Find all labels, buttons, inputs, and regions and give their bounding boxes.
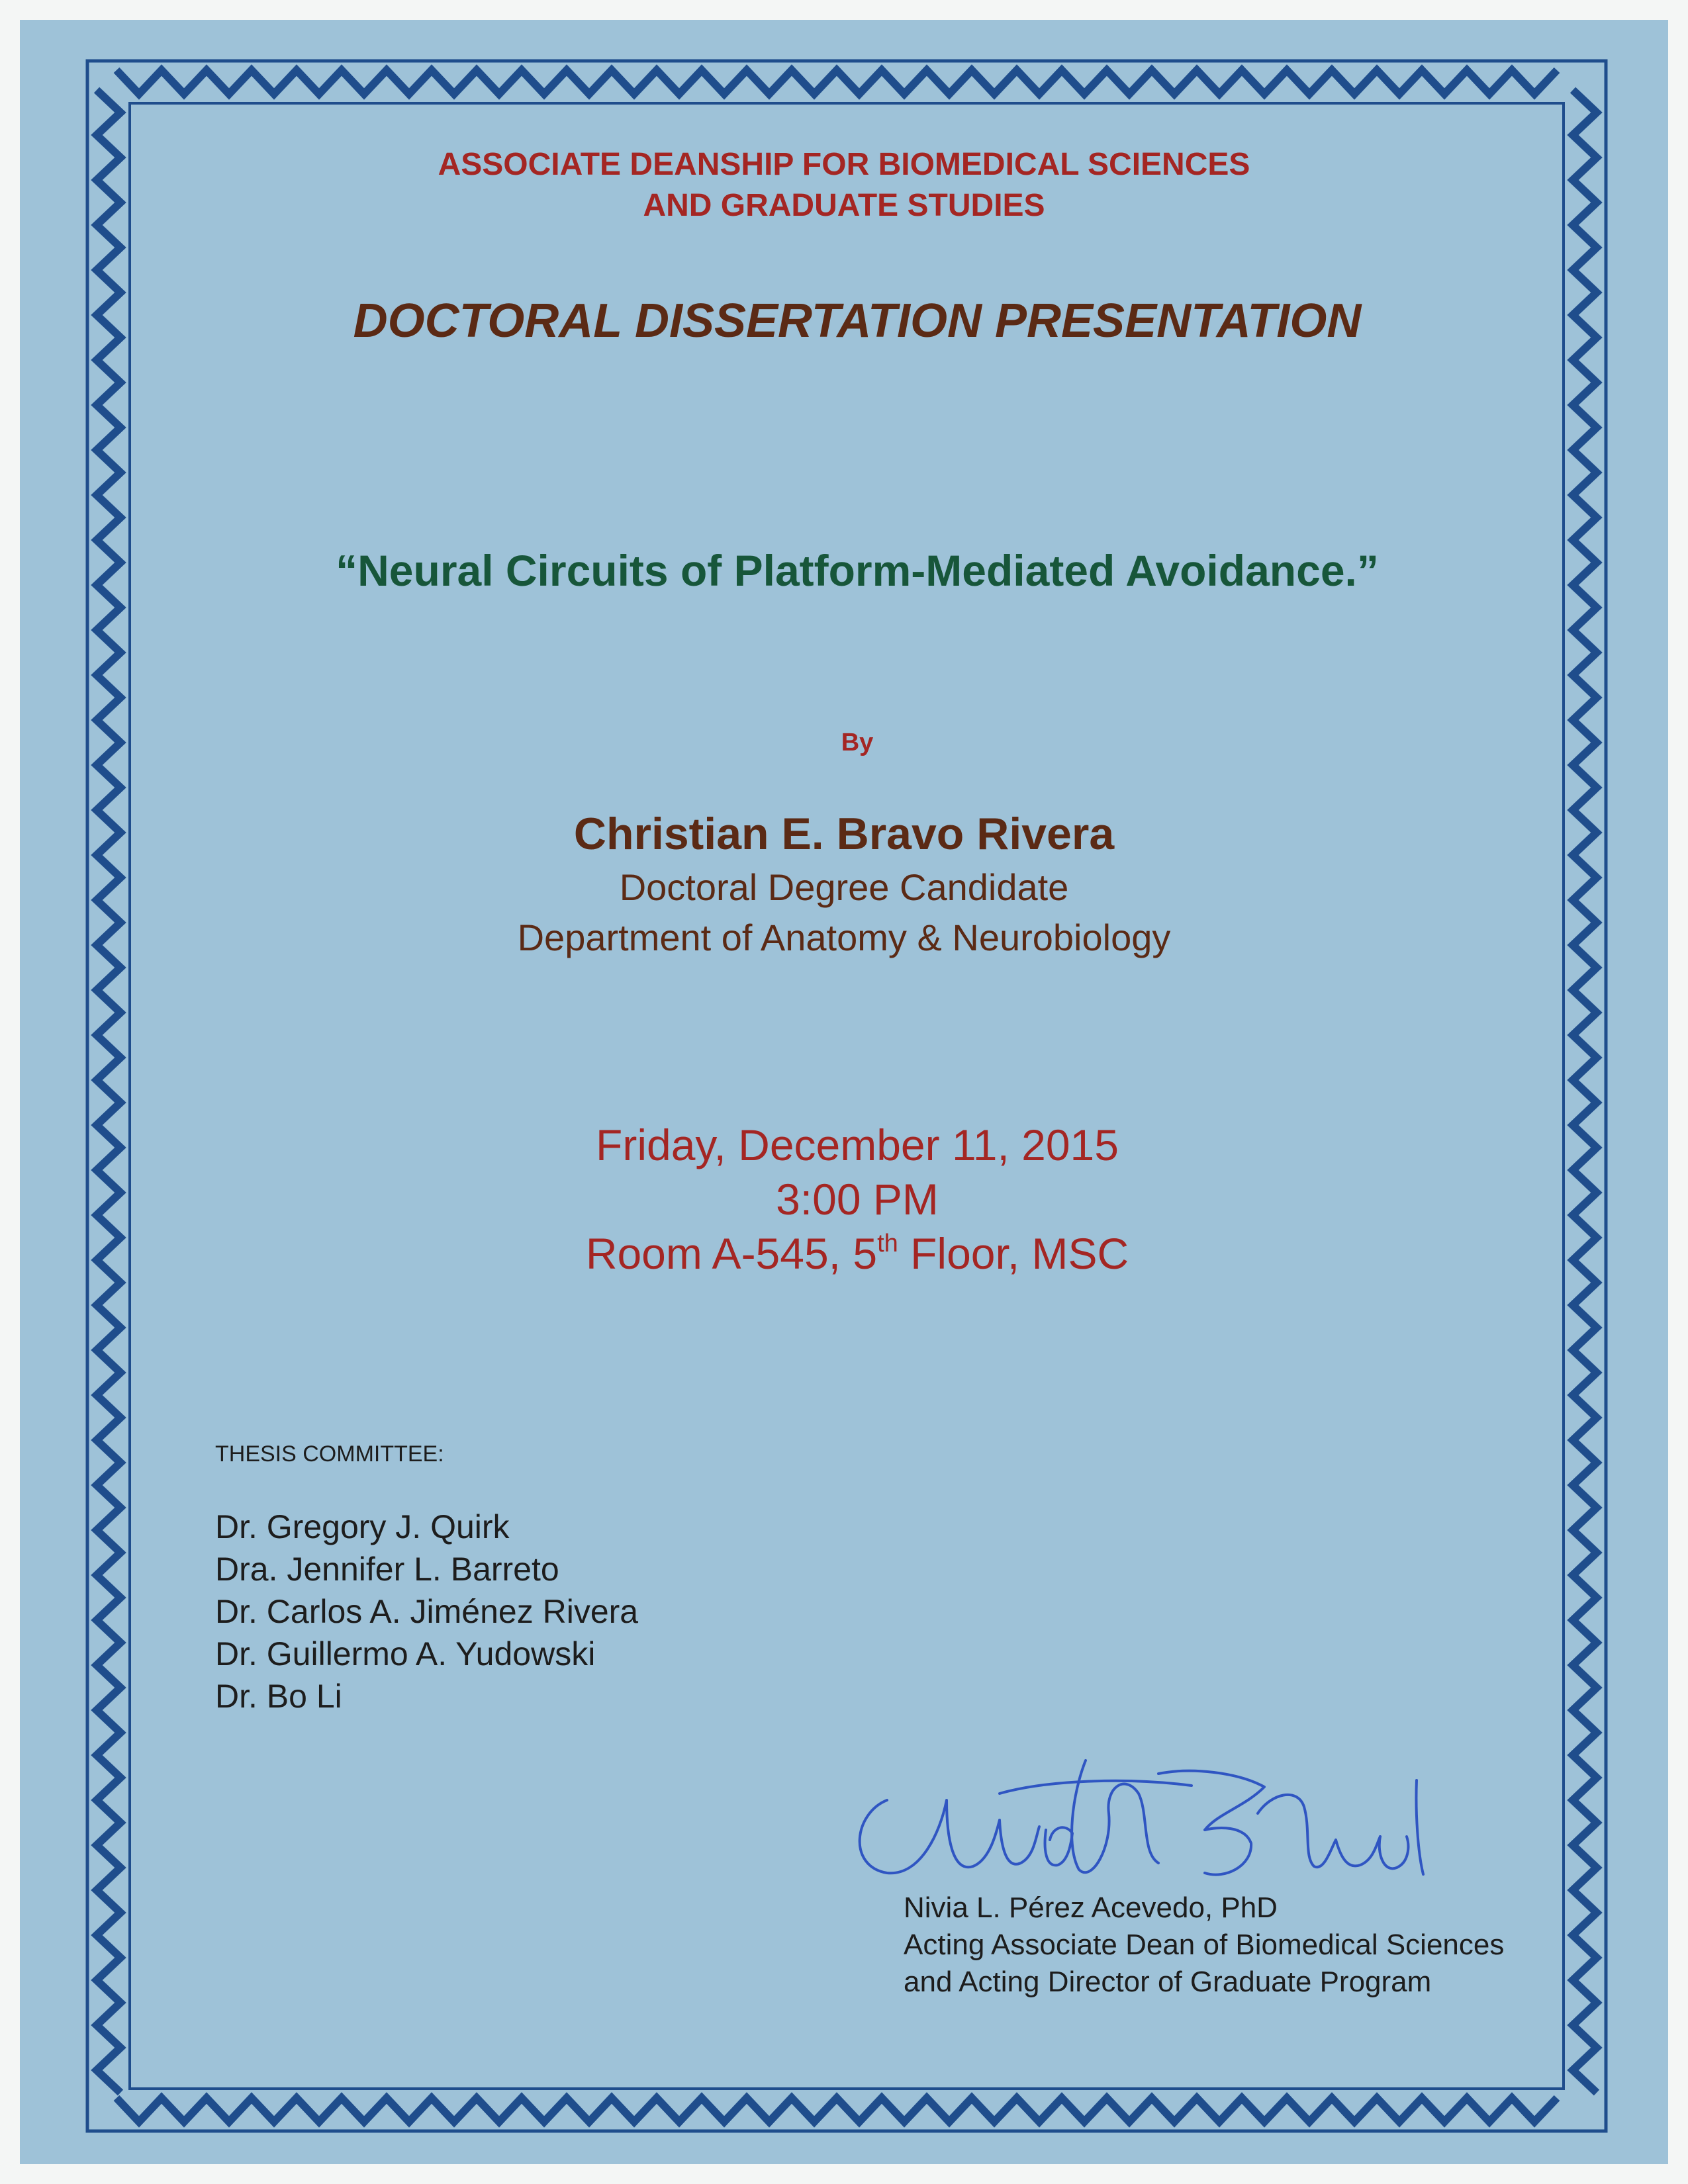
committee-member: Dr. Guillermo A. Yudowski: [215, 1635, 596, 1672]
deanship-line-1: ASSOCIATE DEANSHIP FOR BIOMEDICAL SCIENCES: [438, 147, 1250, 182]
handwritten-signature: [847, 1714, 1430, 1899]
candidate-role: Doctoral Degree Candidate: [619, 866, 1069, 908]
event-date: Friday, December 11, 2015: [596, 1120, 1119, 1169]
committee-member: Dra. Jennifer L. Barreto: [215, 1551, 559, 1588]
committee-heading: THESIS COMMITTEE:: [215, 1441, 444, 1467]
dissertation-title: “Neural Circuits of Platform-Mediated Avoidance.”: [336, 546, 1379, 595]
candidate-department: Department of Anatomy & Neurobiology: [517, 917, 1171, 958]
signatory-name: Nivia L. Pérez Acevedo, PhD: [904, 1891, 1278, 1924]
committee-member: Dr. Carlos A. Jiménez Rivera: [215, 1593, 639, 1630]
signatory-block: [904, 1889, 1504, 2001]
deanship-line-2: AND GRADUATE STUDIES: [643, 188, 1045, 223]
event-location: [13, 1227, 1688, 1280]
document-type-heading: DOCTORAL DISSERTATION PRESENTATION: [353, 295, 1362, 347]
signatory-title-line-1: Acting Associate Dean of Biomedical Sciences: [904, 1929, 1505, 1961]
event-room-rest: Floor, MSC: [898, 1229, 1129, 1278]
committee-member: Dr. Gregory J. Quirk: [215, 1508, 510, 1545]
by-label: By: [841, 729, 874, 756]
event-time: 3:00 PM: [776, 1175, 939, 1224]
committee-list: [215, 1506, 638, 1717]
signatory-title-line-2: and Acting Director of Graduate Program: [904, 1966, 1432, 1998]
event-floor-suffix: th: [877, 1230, 898, 1257]
candidate-name: Christian E. Bravo Rivera: [573, 809, 1115, 859]
event-room-prefix: Room A-545, 5: [585, 1229, 878, 1278]
committee-member: Dr. Bo Li: [215, 1678, 342, 1715]
